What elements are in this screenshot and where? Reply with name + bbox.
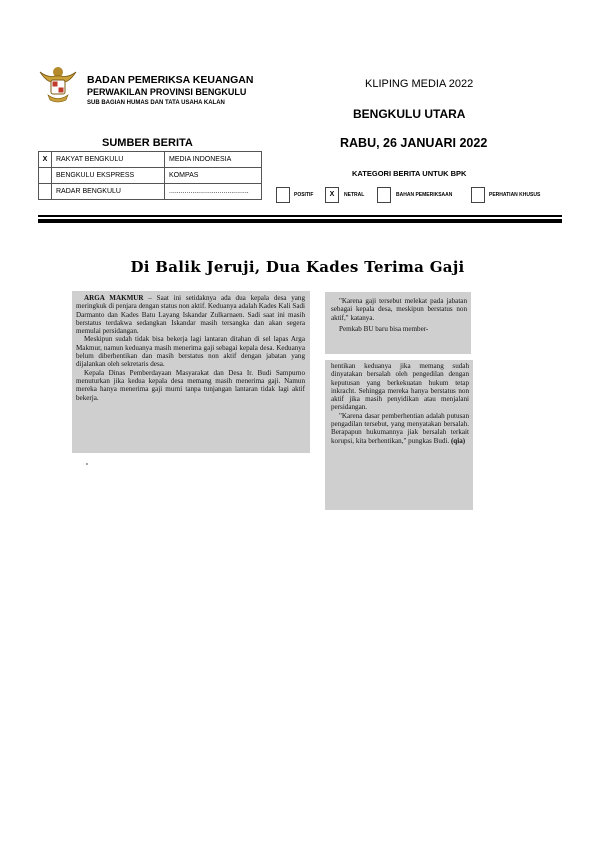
- article-column-2-bottom: [325, 360, 473, 510]
- sources-table: [38, 151, 262, 200]
- date-title: RABU, 26 JANUARI 2022: [340, 136, 488, 150]
- source-label: RADAR BENGKULU: [52, 184, 165, 200]
- category-label: POSITIF: [294, 192, 314, 198]
- source-checkbox[interactable]: X: [39, 152, 52, 168]
- source-row: [39, 168, 262, 184]
- source-checkbox[interactable]: [39, 184, 52, 200]
- category-checkbox-positif[interactable]: [276, 187, 290, 203]
- source-label: .........................................: [165, 184, 262, 200]
- source-label: BENGKULU EKSPRESS: [52, 168, 165, 184]
- article-paragraph: Kepala Dinas Pemberdayaan Masyarakat dan Desa Ir. Budi Sampurno menuturkan jika kedua kepala desa memang masih menerima gaji. Namun mereka hanya menerima gaji murni tanpa tunjangan lantaran tidak lagi aktif bekerja.: [76, 368, 305, 402]
- org-branch: PERWAKILAN PROVINSI BENGKULU: [87, 87, 247, 97]
- sources-title: SUMBER BERITA: [102, 137, 193, 149]
- speck: [86, 463, 88, 465]
- article-paragraph: – Saat ini setidaknya ada dua kepala desa yang meringkuk di penjara dengan status non aktif. Keduanya adalah Kades Kali Sadi Darmanto dan Kades Batu Layang Iskandar Zulkarnaen. Sadi saat ini masih berstatus terdakwa sedangkan Iskandar masih tersangka dan akan segera memulai persidangan.: [76, 294, 305, 336]
- category-title: KATEGORI BERITA UNTUK BPK: [352, 169, 467, 178]
- kliping-title: KLIPING MEDIA 2022: [365, 78, 474, 90]
- article-paragraph: "Karena dasar pemberhentian adalah putusan pengadilan tersebut, yang menyatakan bersalah. Berapapun hukumannya jiak bersalah terkait korupsi, kita berhentikan," pungkas Budi.: [331, 411, 469, 445]
- article-dateline: ARGA MAKMUR: [84, 294, 144, 302]
- article-paragraph: Pemkab BU baru bisa member-: [339, 324, 429, 333]
- source-row: [39, 184, 262, 200]
- divider-line: [38, 215, 562, 217]
- divider-line-thick: [38, 219, 562, 223]
- category-checkbox-perhatian-khusus[interactable]: [471, 187, 485, 203]
- article-column-2-top: [325, 292, 471, 354]
- source-row: [39, 152, 262, 168]
- garuda-emblem-icon: [38, 62, 78, 106]
- source-label: KOMPAS: [165, 168, 262, 184]
- article-paragraph: Meskipun sudah tidak bisa bekerja lagi lantaran ditahan di sel lapas Arga Makmur, namun keduanya masih menerima gaji sebagai kepala desa. Keduanya belum diberhentikan dan masih berstatus non aktif dengan jabatan yang dijalankan oleh sekretaris desa.: [76, 335, 305, 369]
- org-subdivision: SUB BAGIAN HUMAS DAN TATA USAHA KALAN: [87, 100, 225, 106]
- article-paragraph: hentikan keduanya jika memang sudah dinyatakan bersalah oleh pengedilan dengan keputusan yang berkekuatan hukum tetap inkracht. Sehingga mereka hanya berstatus non aktif jika masih penyidikan atau menjalani persidangan.: [331, 362, 469, 412]
- source-checkbox[interactable]: [39, 168, 52, 184]
- article-signature: (qia): [450, 436, 466, 445]
- article-column-1: [72, 291, 310, 453]
- region-title: BENGKULU UTARA: [353, 107, 466, 121]
- category-label: NETRAL: [344, 192, 365, 198]
- category-checkbox-netral[interactable]: X: [325, 187, 339, 203]
- source-label: RAKYAT BENGKULU: [52, 152, 165, 168]
- category-label: PERHATIAN KHUSUS: [489, 192, 541, 198]
- article-headline: Di Balik Jeruji, Dua Kades Terima Gaji: [130, 258, 465, 276]
- category-label: BAHAN PEMERIKSAAN: [396, 192, 453, 198]
- article-paragraph: "Karena gaji tersebut melekat pada jabatan sebagai kepala desa, meskipun berstatus non aktif," katanya.: [331, 297, 467, 322]
- category-checkbox-bahan-pemeriksaan[interactable]: [377, 187, 391, 203]
- source-label: MEDIA INDONESIA: [165, 152, 262, 168]
- org-name: BADAN PEMERIKSA KEUANGAN: [87, 74, 254, 86]
